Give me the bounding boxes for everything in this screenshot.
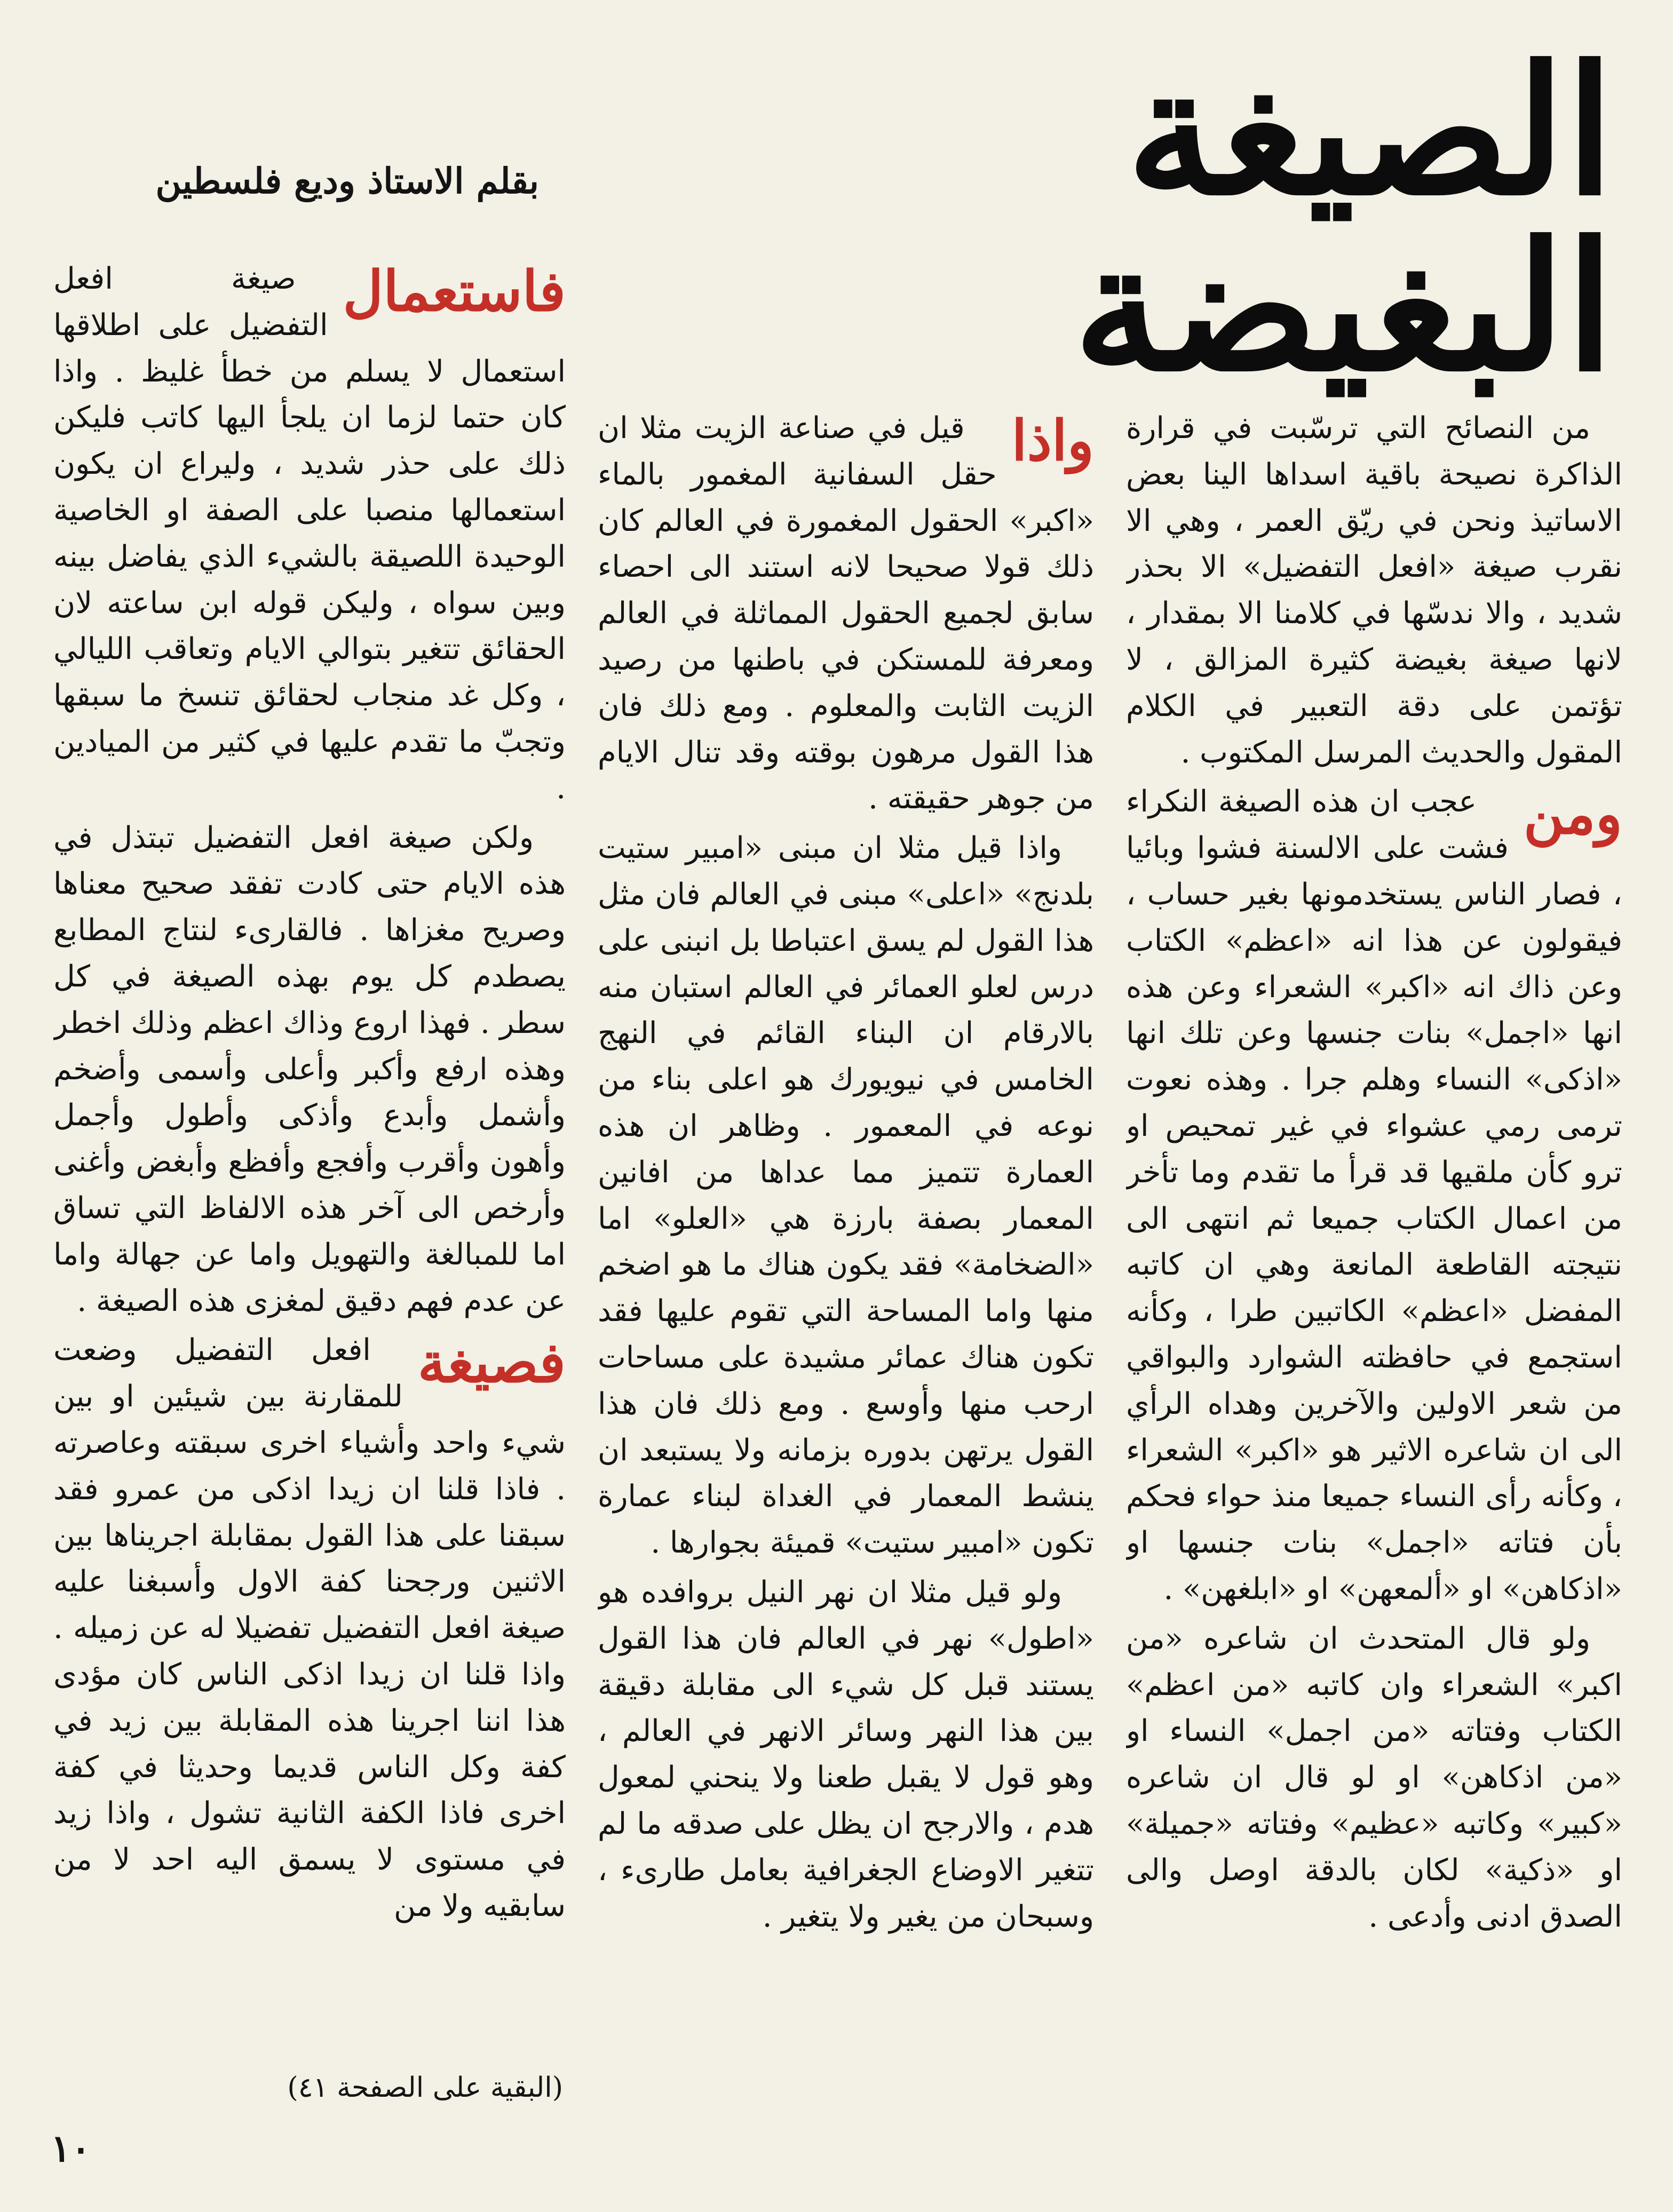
article-title: الصيغة البغيضة xyxy=(1073,27,1614,410)
paragraph: قيل في صناعة الزيت مثلا ان حقل السفانية المغمور بالماء «اكبر» الحقول المغمورة في العالم كان ذلك قولا صحيحا لانه استند الى احصاء سابق لجميع الحقول المماثلة في العالم ومعرفة للمستكن في باطنها من رصيد الزيت الثابت والمعلوم . ومع ذلك فان هذا القول مرهون بوقته وقد تنال الايام من جوهر حقيقته . xyxy=(598,411,1094,816)
side-heading: فاستعمال xyxy=(343,258,566,324)
column-left xyxy=(53,256,566,2038)
column-right xyxy=(1126,405,1622,2123)
paragraph: من النصائح التي ترسّبت في قرارة الذاكرة نصيحة باقية اسداها الينا بعض الاساتيذ ونحن في ريّق العمر ، وهي الا نقرب صيغة «افعل التفضيل» الا بحذر شديد ، والا ندسّها في كلامنا الا بمقدار ، لانها صيغة بغيضة كثيرة المزالق ، لا تؤتمن على دقة التعبير في الكلام المقول والحديث المرسل المكتوب . xyxy=(1126,411,1622,770)
side-heading: ومن xyxy=(1523,781,1622,847)
side-heading: فصيغة xyxy=(417,1330,566,1396)
paragraph: ولكن صيغة افعل التفضيل تبتذل في هذه الايام حتى كادت تفقد صحيح معناها وصريح مغزاها . فالقارىء لنتاج المطابع يصطدم كل يوم بهذه الصيغة في كل سطر . فهذا اروع وذاك اعظم وذلك اخطر وهذه ارفع وأكبر وأعلى وأسمى وأضخم وأشمل وأبدع وأذكى وأطول وأجمل وأهون وأقرب وأفجع وأفظع وأبغض وأغنى وأرخص الى آخر هذه الالفاظ التي تساق اما للمبالغة والتهويل واما عن جهالة واما عن عدم فهم دقيق لمغزى هذه الصيغة . xyxy=(53,820,566,1318)
paragraph: ولو قال المتحدث ان شاعره «من اكبر» الشعراء وان كاتبه «من اعظم» الكتاب وفتاته «من اجمل» النساء او «من اذكاهن» او لو قال ان شاعره «كبير» وكاتبه «عظيم» وفتاته «جميلة» او «ذكية» لكان بالدقة اوصل والى الصدق ادنى وأدعى . xyxy=(1126,1621,1622,1934)
side-heading: واذا xyxy=(1011,408,1094,473)
paragraph: صيغة افعل التفضيل على اطلاقها استعمال لا يسلم من خطأ غليظ . واذا كان حتما لزما ان يلجأ اليها كاتب فليكن ذلك على حذر شديد ، وليراع ان يكون استعمالها منصبا على الصفة او الخاصية الوحيدة اللصيقة بالشيء الذي يفاضل بينه وبين سواه ، وليكن قوله ابن ساعته لان الحقائق تتغير بتوالي الايام وتعاقب الليالي ، وكل غد منجاب لحقائق تنسخ ما سبقها وتجبّ ما تقدم عليها في كثير من الميادين . xyxy=(53,261,566,806)
column-middle xyxy=(598,405,1094,2123)
paragraph: عجب ان هذه الصيغة النكراء فشت على الالسنة فشوا وبائيا ، فصار الناس يستخدمونها بغير حساب ، فيقولون عن هذا انه «اعظم» الكتاب وعن ذاك انه «اكبر» الشعراء وعن هذه انها «اجمل» بنات جنسها وعن تلك انها «اذكى» النساء وهلم جرا . وهذه نعوت ترمى رمي عشواء في غير تمحيص او ترو كأن ملقيها قد قرأ ما تقدم وما تأخر من اعمال الكتاب جميعا ثم انتهى الى نتيجته القاطعة المانعة وهي ان كاتبه المفضل «اعظم» الكاتبين طرا ، وكأنه استجمع في حافظته الشوارد والبواقي من شعر الاولين والآخرين وهداه الرأي الى ان شاعره الاثير هو «اكبر» الشعراء ، وكأنه رأى النساء جميعا منذ حواء فحكم بأن فتاته «اجمل» بنات جنسها او «اذكاهن» او «ألمعهن» او «ابلغهن» . xyxy=(1126,784,1622,1606)
paragraph: واذا قيل مثلا ان مبنى «امبير ستيت بلدنج» «اعلى» مبنى في العالم فان مثل هذا القول لم يسق اعتباطا بل انبنى على درس لعلو العمائر في العالم استبان منه بالارقام ان البناء القائم في النهج الخامس في نيويورك هو اعلى بناء من نوعه في المعمور . وظاهر ان هذه العمارة تتميز مما عداها من افانين المعمار بصفة بارزة هي «العلو» اما «الضخامة» فقد يكون هناك ما هو اضخم منها واما المساحة التي تقوم عليها فقد تكون هناك عمائر مشيدة على مساحات ارحب منها وأوسع . ومع ذلك فان هذا القول يرتهن بدوره بزمانه ولا يستبعد ان ينشط المعمار في الغداة لبناء عمارة تكون «امبير ستيت» قميئة بجوارها . xyxy=(598,831,1094,1561)
paragraph: افعل التفضيل وضعت للمقارنة بين شيئين او بين شيء واحد وأشياء اخرى سبقته وعاصرته . فاذا قلنا ان زيدا اذكى من عمرو فقد سبقنا على هذا القول بمقابلة اجريناها بين الاثنين ورجحنا كفة الاول وأسبغنا عليه صيغة افعل التفضيل تفضيلا له عن زميله . واذا قلنا ان زيدا اذكى الناس كان مؤدى هذا اننا اجرينا هذه المقابلة بين زيد في كفة وكل الناس قديما وحديثا في كفة اخرى فاذا الكفة الثانية تشول ، واذا زيد في مستوى لا يسمق اليه احد لا من سابقيه ولا من xyxy=(53,1333,566,1923)
page-number: ١٠ xyxy=(51,2126,91,2170)
continuation-note: (البقية على الصفحة ٤١) xyxy=(287,2072,563,2104)
article-byline: بقلم الاستاذ وديع فلسطين xyxy=(155,160,539,202)
paragraph: ولو قيل مثلا ان نهر النيل بروافده هو «اطول» نهر في العالم فان هذا القول يستند قبل كل شيء الى مقابلة دقيقة بين هذا النهر وسائر الانهر في العالم ، وهو قول لا يقبل طعنا ولا ينحني لمعول هدم ، والارجح ان يظل على صدقه ما لم تتغير الاوضاع الجغرافية بعامل طارىء ، وسبحان من يغير ولا يتغير . xyxy=(598,1574,1094,1934)
